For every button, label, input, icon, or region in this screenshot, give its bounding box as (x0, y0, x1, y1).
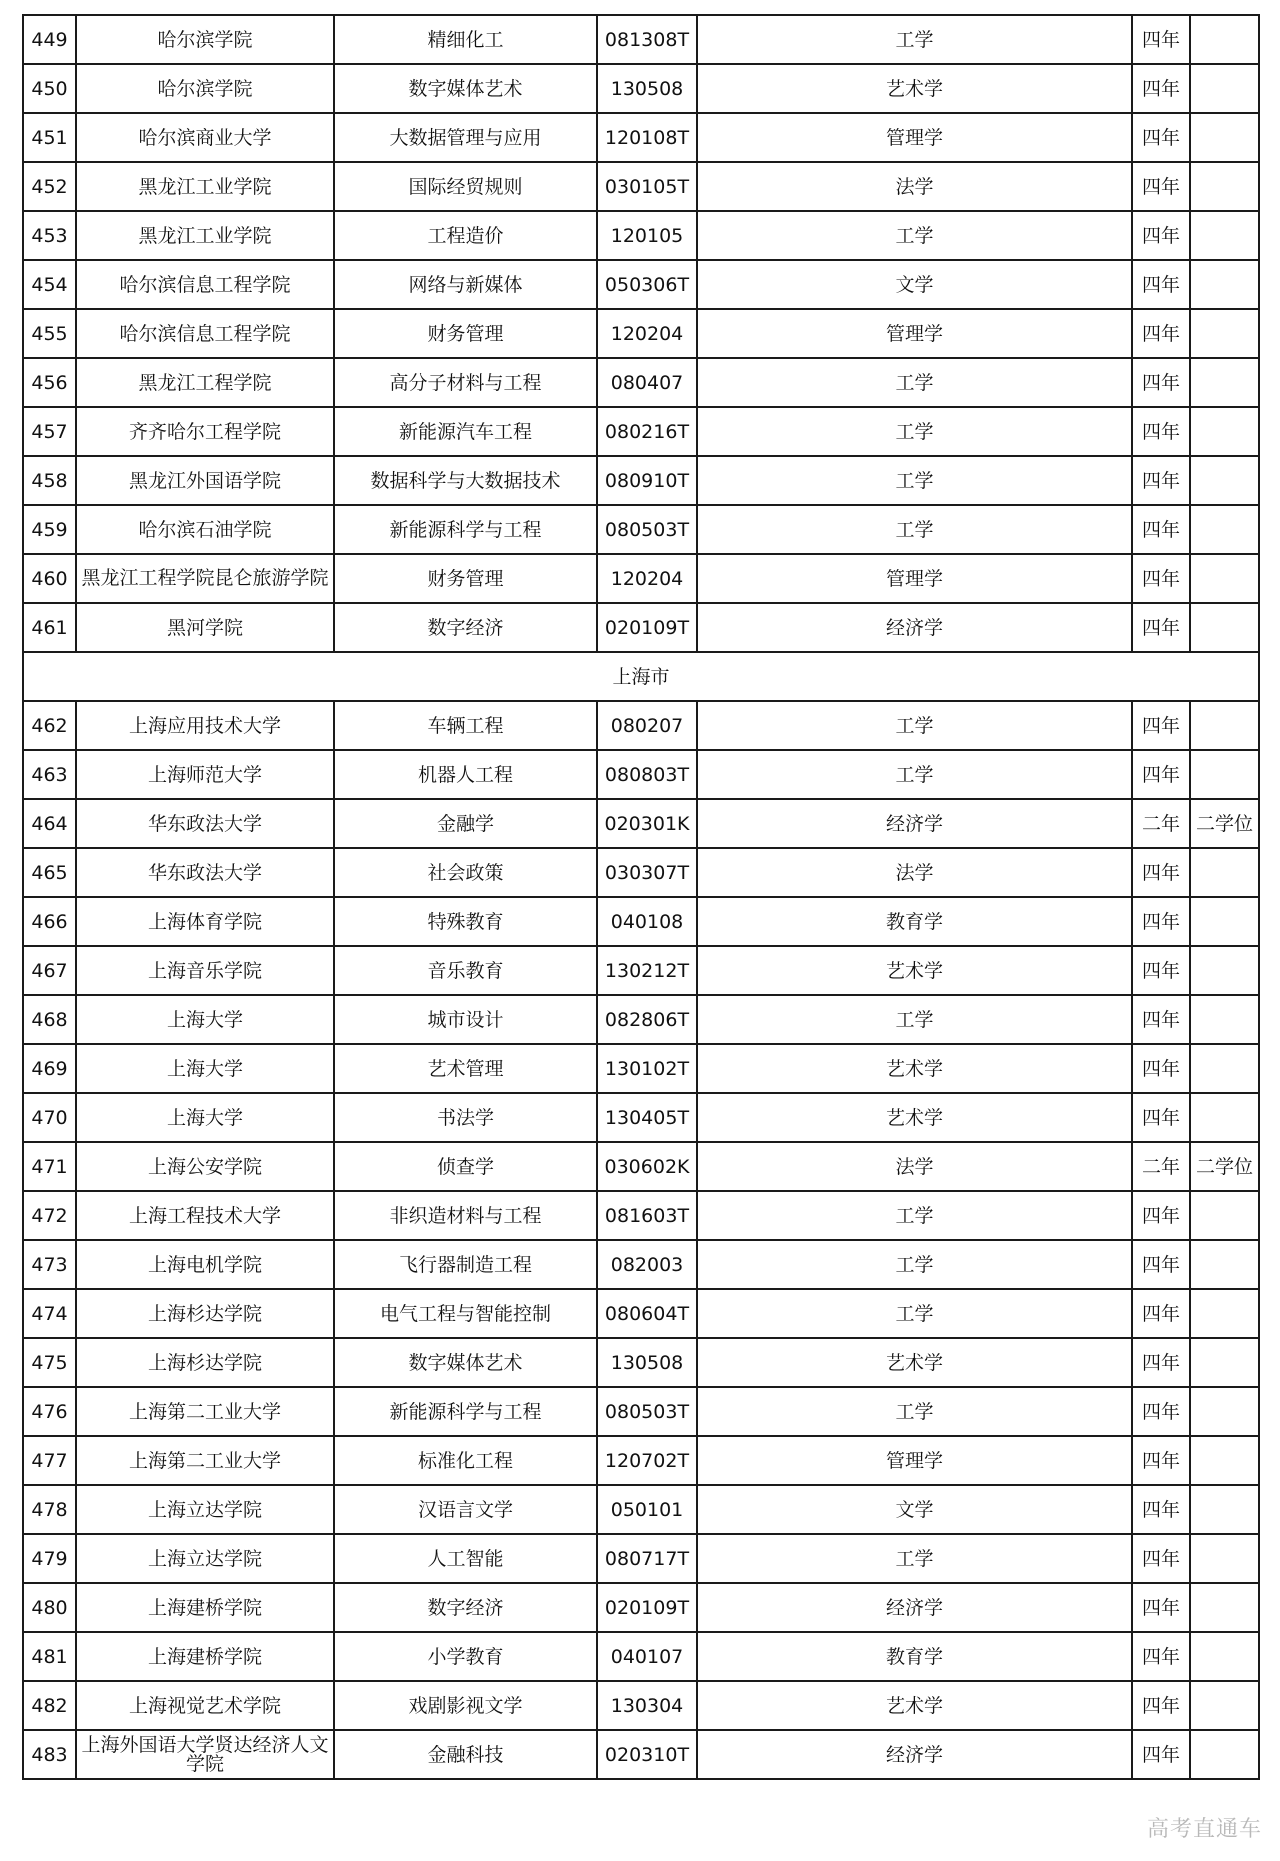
school-cell: 上海应用技术大学 (76, 701, 334, 750)
duration-cell: 四年 (1132, 456, 1190, 505)
row-number-cell: 474 (23, 1289, 76, 1338)
major-cell: 书法学 (334, 1093, 597, 1142)
table-row (23, 554, 1259, 603)
row-number-cell: 471 (23, 1142, 76, 1191)
discipline-category-cell: 工学 (697, 750, 1132, 799)
table-row (23, 1485, 1259, 1534)
table-row (23, 1387, 1259, 1436)
row-number-cell: 455 (23, 309, 76, 358)
row-number-cell: 461 (23, 603, 76, 652)
row-number-cell: 465 (23, 848, 76, 897)
school-cell: 哈尔滨石油学院 (76, 505, 334, 554)
duration-cell: 二年 (1132, 799, 1190, 848)
duration-cell: 四年 (1132, 309, 1190, 358)
discipline-category-cell: 教育学 (697, 897, 1132, 946)
discipline-category-cell: 管理学 (697, 1436, 1132, 1485)
table-row (23, 750, 1259, 799)
major-cell: 标准化工程 (334, 1436, 597, 1485)
row-number-cell: 467 (23, 946, 76, 995)
note-cell (1190, 946, 1259, 995)
school-cell: 哈尔滨学院 (76, 64, 334, 113)
major-code-cell: 130304 (597, 1681, 697, 1730)
major-code-cell: 020310T (597, 1730, 697, 1779)
table-row (23, 1044, 1259, 1093)
discipline-category-cell: 工学 (697, 15, 1132, 64)
note-cell (1190, 1485, 1259, 1534)
major-cell: 特殊教育 (334, 897, 597, 946)
note-cell (1190, 1632, 1259, 1681)
major-code-cell: 130102T (597, 1044, 697, 1093)
row-number-cell: 480 (23, 1583, 76, 1632)
duration-cell: 四年 (1132, 407, 1190, 456)
school-cell: 黑龙江工业学院 (76, 162, 334, 211)
row-number-cell: 452 (23, 162, 76, 211)
note-cell (1190, 15, 1259, 64)
duration-cell: 四年 (1132, 848, 1190, 897)
note-cell (1190, 1681, 1259, 1730)
row-number-cell: 478 (23, 1485, 76, 1534)
table-row (23, 946, 1259, 995)
duration-cell: 四年 (1132, 603, 1190, 652)
major-cell: 财务管理 (334, 554, 597, 603)
duration-cell: 四年 (1132, 1289, 1190, 1338)
note-cell (1190, 309, 1259, 358)
school-cell: 上海第二工业大学 (76, 1387, 334, 1436)
note-cell (1190, 897, 1259, 946)
school-cell: 上海大学 (76, 1044, 334, 1093)
duration-cell: 四年 (1132, 1730, 1190, 1779)
discipline-category-cell: 工学 (697, 358, 1132, 407)
note-cell (1190, 1436, 1259, 1485)
major-cell: 大数据管理与应用 (334, 113, 597, 162)
table-row (23, 603, 1259, 652)
note-cell (1190, 1093, 1259, 1142)
table-row (23, 1583, 1259, 1632)
major-cell: 人工智能 (334, 1534, 597, 1583)
table-body (23, 15, 1259, 1779)
note-cell (1190, 113, 1259, 162)
section-row (23, 652, 1259, 701)
duration-cell: 四年 (1132, 1387, 1190, 1436)
major-code-cell: 080503T (597, 505, 697, 554)
school-cell: 华东政法大学 (76, 799, 334, 848)
note-cell: 二学位 (1190, 799, 1259, 848)
row-number-cell: 451 (23, 113, 76, 162)
note-cell (1190, 701, 1259, 750)
discipline-category-cell: 工学 (697, 211, 1132, 260)
note-cell (1190, 358, 1259, 407)
major-code-cell: 120702T (597, 1436, 697, 1485)
duration-cell: 四年 (1132, 162, 1190, 211)
row-number-cell: 473 (23, 1240, 76, 1289)
duration-cell: 四年 (1132, 1044, 1190, 1093)
discipline-category-cell: 工学 (697, 1387, 1132, 1436)
duration-cell: 四年 (1132, 1583, 1190, 1632)
school-cell: 上海立达学院 (76, 1485, 334, 1534)
school-cell: 黑龙江工程学院 (76, 358, 334, 407)
discipline-category-cell: 管理学 (697, 309, 1132, 358)
major-cell: 工程造价 (334, 211, 597, 260)
row-number-cell: 464 (23, 799, 76, 848)
note-cell (1190, 407, 1259, 456)
duration-cell: 四年 (1132, 64, 1190, 113)
major-code-cell: 081603T (597, 1191, 697, 1240)
discipline-category-cell: 管理学 (697, 554, 1132, 603)
duration-cell: 四年 (1132, 946, 1190, 995)
major-cell: 社会政策 (334, 848, 597, 897)
discipline-category-cell: 工学 (697, 407, 1132, 456)
major-code-cell: 130508 (597, 1338, 697, 1387)
table-row (23, 897, 1259, 946)
major-code-cell: 082806T (597, 995, 697, 1044)
note-cell (1190, 64, 1259, 113)
note-cell (1190, 162, 1259, 211)
school-cell: 哈尔滨商业大学 (76, 113, 334, 162)
major-cell: 新能源科学与工程 (334, 505, 597, 554)
duration-cell: 四年 (1132, 897, 1190, 946)
row-number-cell: 453 (23, 211, 76, 260)
school-cell: 上海公安学院 (76, 1142, 334, 1191)
section-title: 上海市 (23, 652, 1259, 701)
note-cell (1190, 995, 1259, 1044)
discipline-category-cell: 法学 (697, 162, 1132, 211)
duration-cell: 四年 (1132, 1093, 1190, 1142)
major-code-cell: 050306T (597, 260, 697, 309)
major-code-cell: 080717T (597, 1534, 697, 1583)
row-number-cell: 469 (23, 1044, 76, 1093)
table-row (23, 701, 1259, 750)
school-cell: 黑河学院 (76, 603, 334, 652)
duration-cell: 四年 (1132, 113, 1190, 162)
major-cell: 财务管理 (334, 309, 597, 358)
major-code-cell: 040108 (597, 897, 697, 946)
school-cell: 黑龙江外国语学院 (76, 456, 334, 505)
duration-cell: 四年 (1132, 211, 1190, 260)
table-row (23, 505, 1259, 554)
note-cell (1190, 1191, 1259, 1240)
major-cell: 新能源科学与工程 (334, 1387, 597, 1436)
major-cell: 侦查学 (334, 1142, 597, 1191)
note-cell (1190, 1338, 1259, 1387)
row-number-cell: 449 (23, 15, 76, 64)
school-cell: 哈尔滨信息工程学院 (76, 309, 334, 358)
discipline-category-cell: 工学 (697, 995, 1132, 1044)
discipline-category-cell: 艺术学 (697, 64, 1132, 113)
school-cell: 上海外国语大学贤达经济人文学院 (76, 1730, 334, 1779)
table-row (23, 456, 1259, 505)
discipline-category-cell: 管理学 (697, 113, 1132, 162)
major-code-cell: 130508 (597, 64, 697, 113)
discipline-category-cell: 法学 (697, 848, 1132, 897)
discipline-category-cell: 经济学 (697, 1730, 1132, 1779)
major-cell: 新能源汽车工程 (334, 407, 597, 456)
discipline-category-cell: 经济学 (697, 799, 1132, 848)
table-row (23, 1632, 1259, 1681)
major-cell: 精细化工 (334, 15, 597, 64)
row-number-cell: 458 (23, 456, 76, 505)
major-cell: 机器人工程 (334, 750, 597, 799)
major-code-cell: 080803T (597, 750, 697, 799)
major-code-cell: 082003 (597, 1240, 697, 1289)
duration-cell: 四年 (1132, 260, 1190, 309)
note-cell (1190, 554, 1259, 603)
row-number-cell: 472 (23, 1191, 76, 1240)
school-cell: 上海建桥学院 (76, 1632, 334, 1681)
discipline-category-cell: 经济学 (697, 1583, 1132, 1632)
row-number-cell: 481 (23, 1632, 76, 1681)
duration-cell: 四年 (1132, 701, 1190, 750)
table-row (23, 1191, 1259, 1240)
major-cell: 金融学 (334, 799, 597, 848)
row-number-cell: 454 (23, 260, 76, 309)
major-cell: 车辆工程 (334, 701, 597, 750)
school-cell: 上海杉达学院 (76, 1289, 334, 1338)
duration-cell: 四年 (1132, 995, 1190, 1044)
major-cell: 网络与新媒体 (334, 260, 597, 309)
note-cell (1190, 1240, 1259, 1289)
duration-cell: 四年 (1132, 554, 1190, 603)
row-number-cell: 457 (23, 407, 76, 456)
row-number-cell: 468 (23, 995, 76, 1044)
note-cell: 二学位 (1190, 1142, 1259, 1191)
major-code-cell: 080503T (597, 1387, 697, 1436)
major-cell: 数字媒体艺术 (334, 1338, 597, 1387)
major-cell: 小学教育 (334, 1632, 597, 1681)
note-cell (1190, 1387, 1259, 1436)
major-code-cell: 081308T (597, 15, 697, 64)
discipline-category-cell: 教育学 (697, 1632, 1132, 1681)
duration-cell: 四年 (1132, 1681, 1190, 1730)
note-cell (1190, 260, 1259, 309)
school-cell: 上海电机学院 (76, 1240, 334, 1289)
duration-cell: 四年 (1132, 15, 1190, 64)
major-code-cell: 120108T (597, 113, 697, 162)
major-cell: 戏剧影视文学 (334, 1681, 597, 1730)
major-code-cell: 080207 (597, 701, 697, 750)
table-row (23, 995, 1259, 1044)
table-row (23, 1730, 1259, 1779)
table-row (23, 1436, 1259, 1485)
major-cell: 电气工程与智能控制 (334, 1289, 597, 1338)
majors-table (22, 14, 1260, 1780)
note-cell (1190, 848, 1259, 897)
school-cell: 上海大学 (76, 1093, 334, 1142)
discipline-category-cell: 工学 (697, 1534, 1132, 1583)
school-cell: 上海音乐学院 (76, 946, 334, 995)
major-code-cell: 120204 (597, 309, 697, 358)
note-cell (1190, 1583, 1259, 1632)
row-number-cell: 466 (23, 897, 76, 946)
table-row (23, 1289, 1259, 1338)
discipline-category-cell: 工学 (697, 505, 1132, 554)
row-number-cell: 456 (23, 358, 76, 407)
major-cell: 非织造材料与工程 (334, 1191, 597, 1240)
table-row (23, 211, 1259, 260)
major-code-cell: 030105T (597, 162, 697, 211)
major-code-cell: 080216T (597, 407, 697, 456)
duration-cell: 二年 (1132, 1142, 1190, 1191)
major-code-cell: 120105 (597, 211, 697, 260)
note-cell (1190, 1730, 1259, 1779)
table-row (23, 1142, 1259, 1191)
discipline-category-cell: 工学 (697, 1191, 1132, 1240)
major-code-cell: 130212T (597, 946, 697, 995)
row-number-cell: 450 (23, 64, 76, 113)
major-code-cell: 030602K (597, 1142, 697, 1191)
note-cell (1190, 603, 1259, 652)
duration-cell: 四年 (1132, 1485, 1190, 1534)
major-code-cell: 080407 (597, 358, 697, 407)
school-cell: 上海体育学院 (76, 897, 334, 946)
note-cell (1190, 1534, 1259, 1583)
note-cell (1190, 211, 1259, 260)
school-cell: 哈尔滨学院 (76, 15, 334, 64)
row-number-cell: 460 (23, 554, 76, 603)
table-row (23, 1338, 1259, 1387)
discipline-category-cell: 工学 (697, 1240, 1132, 1289)
school-cell: 上海视觉艺术学院 (76, 1681, 334, 1730)
table-row (23, 407, 1259, 456)
major-cell: 数字经济 (334, 1583, 597, 1632)
discipline-category-cell: 法学 (697, 1142, 1132, 1191)
major-code-cell: 030307T (597, 848, 697, 897)
note-cell (1190, 505, 1259, 554)
major-cell: 数字经济 (334, 603, 597, 652)
duration-cell: 四年 (1132, 750, 1190, 799)
table-row (23, 162, 1259, 211)
row-number-cell: 459 (23, 505, 76, 554)
discipline-category-cell: 艺术学 (697, 1044, 1132, 1093)
table-row (23, 309, 1259, 358)
table-row (23, 848, 1259, 897)
note-cell (1190, 456, 1259, 505)
table-row (23, 1240, 1259, 1289)
discipline-category-cell: 文学 (697, 260, 1132, 309)
row-number-cell: 483 (23, 1730, 76, 1779)
major-code-cell: 050101 (597, 1485, 697, 1534)
school-cell: 上海大学 (76, 995, 334, 1044)
school-cell: 上海建桥学院 (76, 1583, 334, 1632)
major-cell: 数字媒体艺术 (334, 64, 597, 113)
major-code-cell: 120204 (597, 554, 697, 603)
school-cell: 黑龙江工业学院 (76, 211, 334, 260)
table-row (23, 260, 1259, 309)
school-cell: 上海杉达学院 (76, 1338, 334, 1387)
major-code-cell: 080604T (597, 1289, 697, 1338)
table-row (23, 799, 1259, 848)
row-number-cell: 479 (23, 1534, 76, 1583)
school-cell: 上海师范大学 (76, 750, 334, 799)
duration-cell: 四年 (1132, 1240, 1190, 1289)
discipline-category-cell: 工学 (697, 701, 1132, 750)
major-cell: 音乐教育 (334, 946, 597, 995)
discipline-category-cell: 经济学 (697, 603, 1132, 652)
duration-cell: 四年 (1132, 358, 1190, 407)
row-number-cell: 477 (23, 1436, 76, 1485)
duration-cell: 四年 (1132, 1534, 1190, 1583)
table-row (23, 64, 1259, 113)
major-cell: 城市设计 (334, 995, 597, 1044)
row-number-cell: 462 (23, 701, 76, 750)
school-cell: 上海工程技术大学 (76, 1191, 334, 1240)
school-cell: 哈尔滨信息工程学院 (76, 260, 334, 309)
school-cell: 齐齐哈尔工程学院 (76, 407, 334, 456)
major-code-cell: 040107 (597, 1632, 697, 1681)
row-number-cell: 470 (23, 1093, 76, 1142)
major-cell: 艺术管理 (334, 1044, 597, 1093)
watermark: 高考直通车 (1146, 1817, 1262, 1842)
note-cell (1190, 1044, 1259, 1093)
document-page (22, 14, 1258, 1780)
note-cell (1190, 1289, 1259, 1338)
major-code-cell: 020109T (597, 1583, 697, 1632)
table-row (23, 358, 1259, 407)
row-number-cell: 475 (23, 1338, 76, 1387)
major-cell: 汉语言文学 (334, 1485, 597, 1534)
table-row (23, 1534, 1259, 1583)
major-code-cell: 130405T (597, 1093, 697, 1142)
school-cell: 黑龙江工程学院昆仑旅游学院 (76, 554, 334, 603)
table-row (23, 113, 1259, 162)
table-row (23, 15, 1259, 64)
duration-cell: 四年 (1132, 1338, 1190, 1387)
school-cell: 上海立达学院 (76, 1534, 334, 1583)
major-cell: 国际经贸规则 (334, 162, 597, 211)
discipline-category-cell: 艺术学 (697, 1681, 1132, 1730)
row-number-cell: 482 (23, 1681, 76, 1730)
school-cell: 华东政法大学 (76, 848, 334, 897)
duration-cell: 四年 (1132, 505, 1190, 554)
major-cell: 金融科技 (334, 1730, 597, 1779)
major-code-cell: 020109T (597, 603, 697, 652)
table-row (23, 1093, 1259, 1142)
major-cell: 飞行器制造工程 (334, 1240, 597, 1289)
major-code-cell: 020301K (597, 799, 697, 848)
discipline-category-cell: 艺术学 (697, 1338, 1132, 1387)
school-cell: 上海第二工业大学 (76, 1436, 334, 1485)
table-row (23, 1681, 1259, 1730)
discipline-category-cell: 工学 (697, 1289, 1132, 1338)
duration-cell: 四年 (1132, 1436, 1190, 1485)
major-cell: 高分子材料与工程 (334, 358, 597, 407)
note-cell (1190, 750, 1259, 799)
discipline-category-cell: 工学 (697, 456, 1132, 505)
major-code-cell: 080910T (597, 456, 697, 505)
row-number-cell: 476 (23, 1387, 76, 1436)
major-cell: 数据科学与大数据技术 (334, 456, 597, 505)
duration-cell: 四年 (1132, 1632, 1190, 1681)
duration-cell: 四年 (1132, 1191, 1190, 1240)
discipline-category-cell: 文学 (697, 1485, 1132, 1534)
row-number-cell: 463 (23, 750, 76, 799)
discipline-category-cell: 艺术学 (697, 1093, 1132, 1142)
discipline-category-cell: 艺术学 (697, 946, 1132, 995)
